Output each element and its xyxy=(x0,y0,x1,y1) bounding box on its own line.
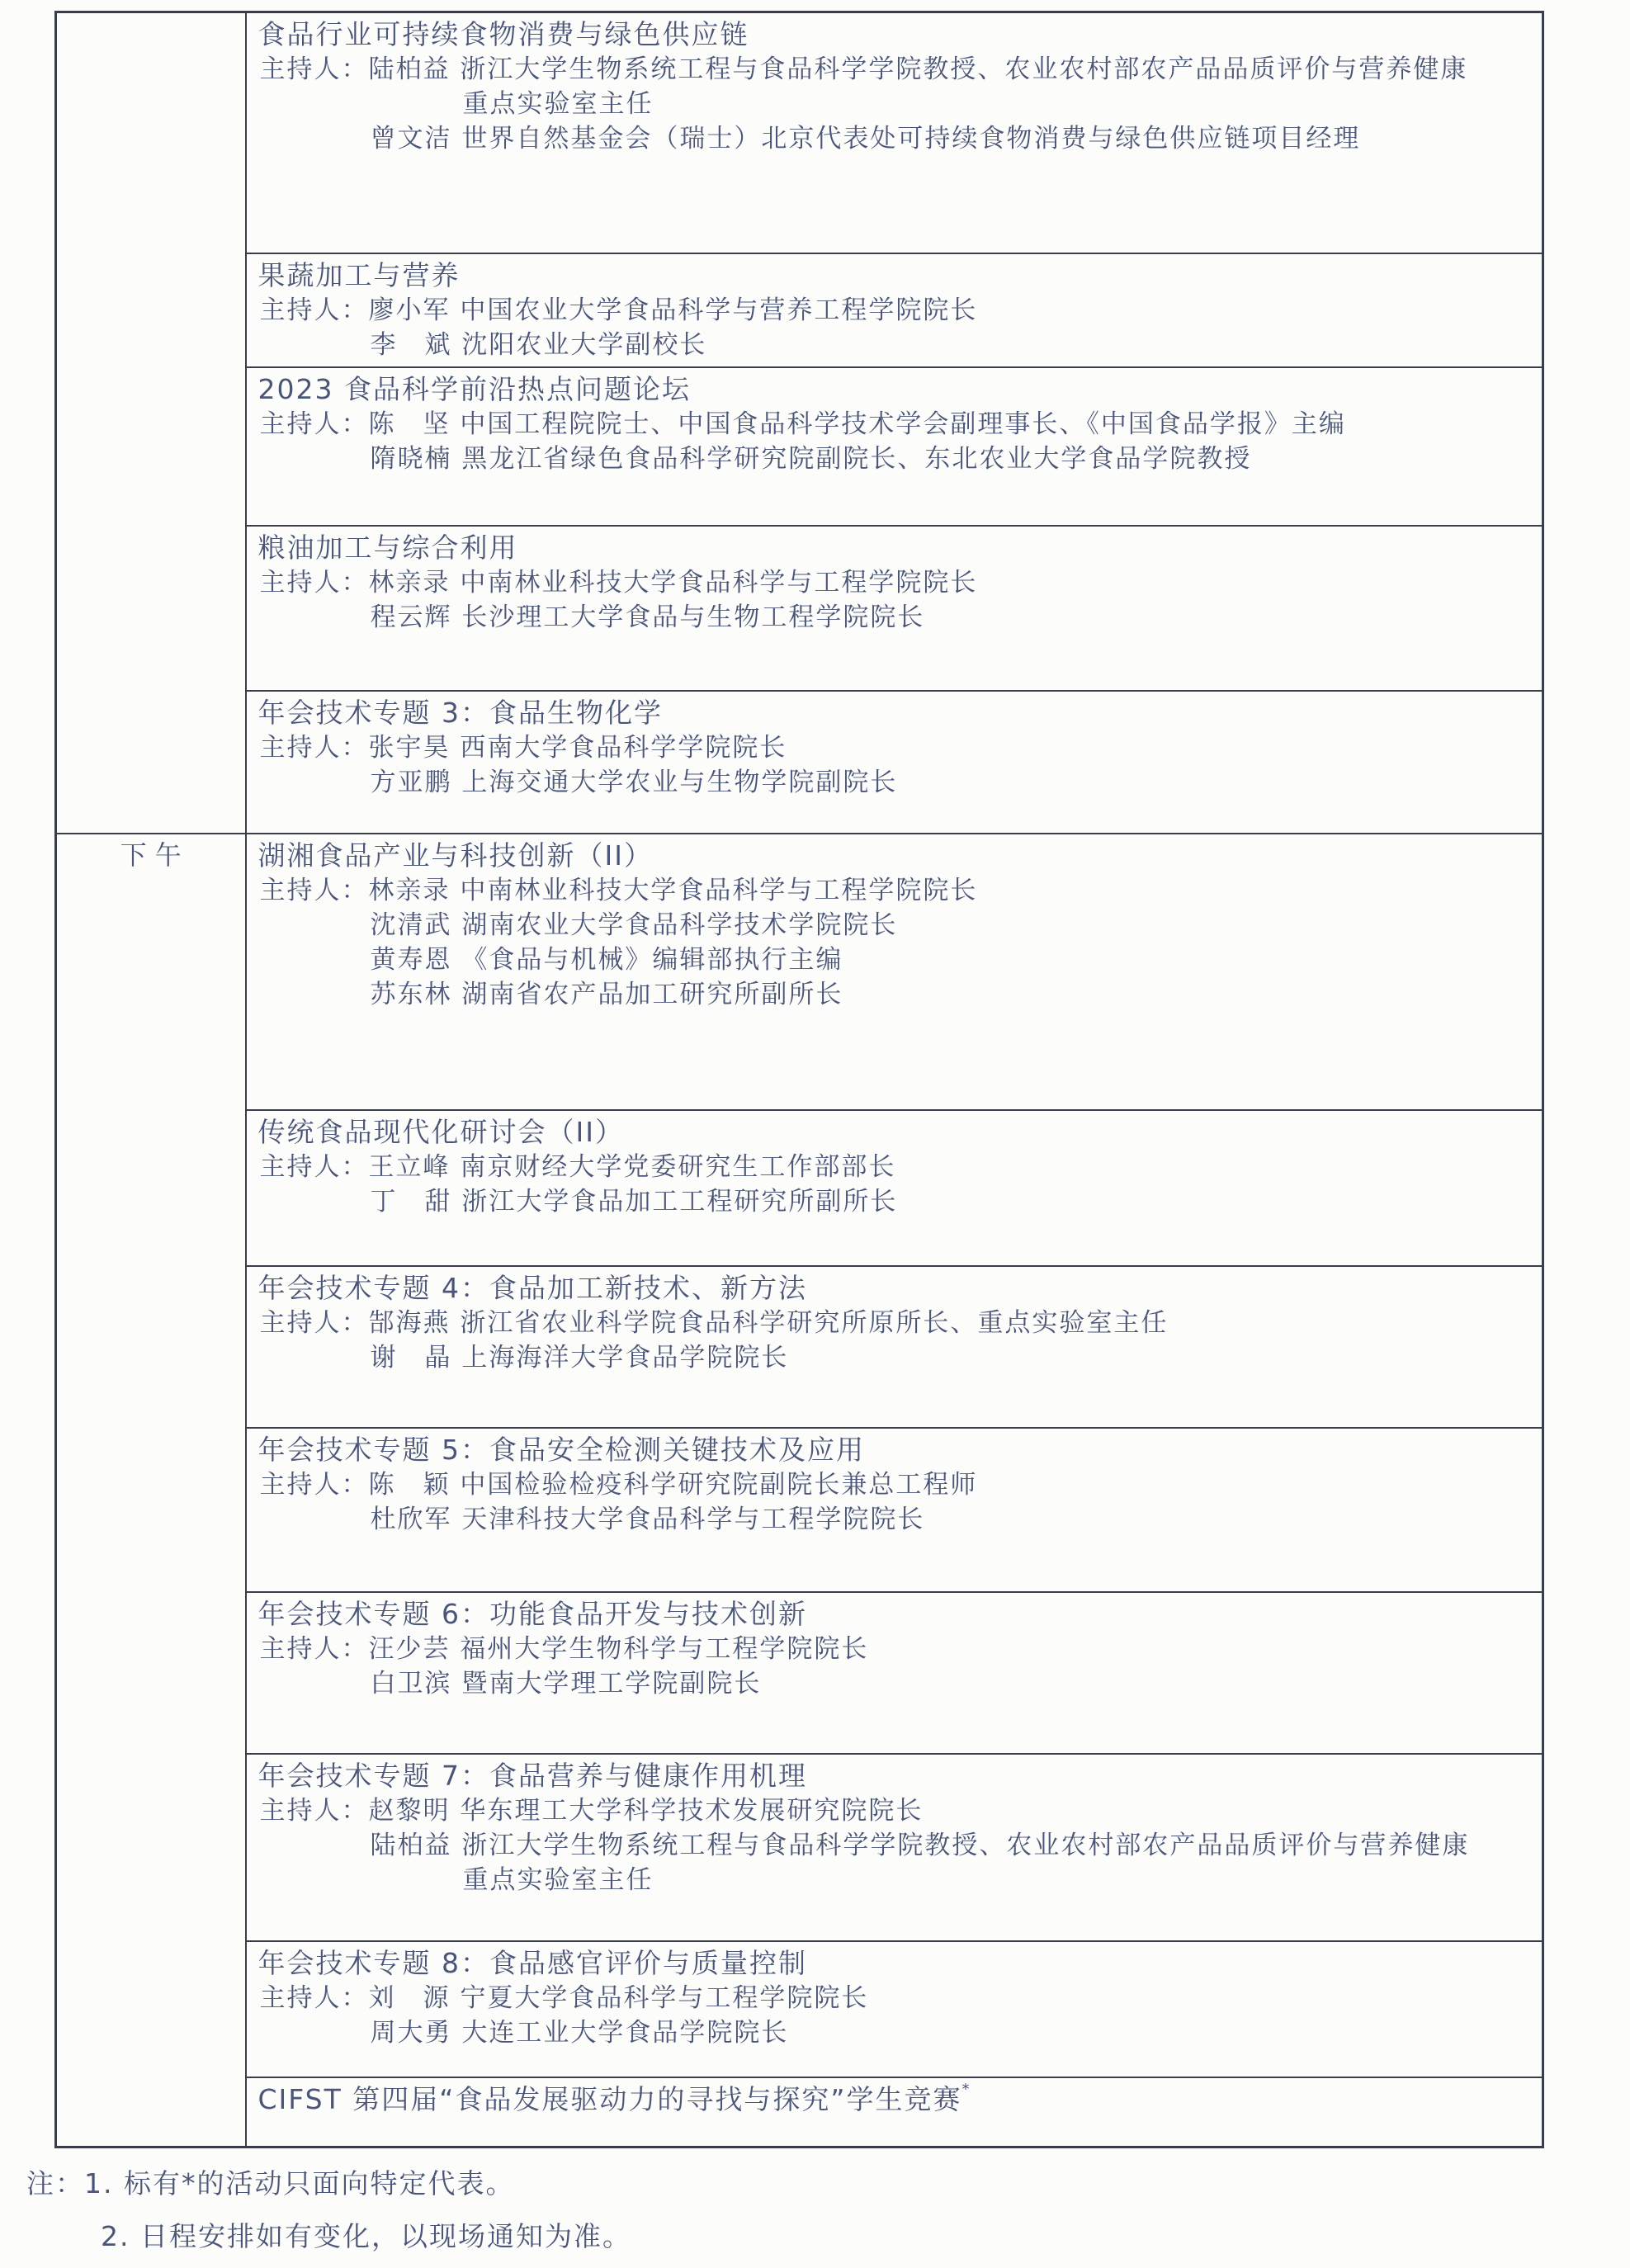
session-cell xyxy=(246,834,1543,1110)
session-cell xyxy=(246,1266,1543,1428)
session-title-text: 传统食品现代化研讨会（II） xyxy=(257,1115,624,1148)
moderator-line: 周大勇 大连工业大学食品学院院长 xyxy=(370,2017,789,2048)
moderator-line: 方亚鹏 上海交通大学农业与生物学院副院长 xyxy=(370,767,898,797)
session-cell xyxy=(246,2077,1543,2148)
moderator-line: 重点实验室主任 xyxy=(462,1864,654,1895)
session-title-text: 粮油加工与综合利用 xyxy=(257,531,518,564)
session-cell xyxy=(246,526,1543,691)
session-title xyxy=(247,839,1543,873)
moderator-line: 白卫滨 暨南大学理工学院副院长 xyxy=(370,1668,762,1699)
session-cell xyxy=(246,1428,1543,1592)
moderator-line: 主持人：汪少芸 福州大学生物科学与工程学院院长 xyxy=(259,1633,869,1664)
moderator-line: 主持人：刘 源 宁夏大学食品科学与工程学院院长 xyxy=(259,1982,869,2013)
session-title xyxy=(247,258,1543,293)
session-cell xyxy=(246,12,1543,253)
session-title-text: 年会技术专题 6：功能食品开发与技术创新 xyxy=(257,1597,807,1630)
session-title-text: 年会技术专题 5：食品安全检测关键技术及应用 xyxy=(257,1433,865,1466)
moderator-line: 苏东林 湖南省农产品加工研究所副所长 xyxy=(370,979,843,1009)
moderator-line: 杜欣军 天津科技大学食品科学与工程学院院长 xyxy=(370,1504,925,1534)
session-title-text: CIFST 第四届“食品发展驱动力的寻找与探究”学生竞赛 xyxy=(257,2082,962,2115)
session-cell xyxy=(246,1592,1543,1754)
moderator-line: 主持人：廖小军 中国农业大学食品科学与营养工程学院院长 xyxy=(259,295,978,325)
moderator-line: 主持人：陈 颖 中国检验检疫科学研究院副院长兼总工程师 xyxy=(259,1469,978,1500)
session-title xyxy=(247,1946,1543,1981)
session-title xyxy=(247,372,1543,407)
moderator-line: 主持人：郜海燕 浙江省农业科学院食品科学研究所原所长、重点实验室主任 xyxy=(259,1307,1169,1338)
session-title xyxy=(247,1597,1543,1632)
moderator-line: 重点实验室主任 xyxy=(462,89,654,119)
moderator-line: 主持人：陈 坚 中国工程院院士、中国食品科学技术学会副理事长、《中国食品学报》主编 xyxy=(259,409,1346,439)
session-title-text: 年会技术专题 8：食品感官评价与质量控制 xyxy=(257,1946,807,1979)
moderator-line: 丁 甜 浙江大学食品加工工程研究所副所长 xyxy=(370,1186,898,1217)
session-cell xyxy=(246,1110,1543,1266)
session-title-text: 年会技术专题 4：食品加工新技术、新方法 xyxy=(257,1271,807,1304)
moderator-line: 程云辉 长沙理工大学食品与生物工程学院院长 xyxy=(370,602,925,632)
schedule-table xyxy=(54,11,1544,2148)
restricted-asterisk-mark: * xyxy=(961,2080,971,2098)
session-title-text: 食品行业可持续食物消费与绿色供应链 xyxy=(257,18,749,50)
moderator-line: 主持人：赵黎明 华东理工大学科学技术发展研究院院长 xyxy=(259,1795,924,1826)
session-title-text: 2023 食品科学前沿热点问题论坛 xyxy=(257,372,691,405)
moderator-line: 主持人：王立峰 南京财经大学党委研究生工作部部长 xyxy=(259,1151,896,1182)
moderator-line: 主持人：林亲录 中南林业科技大学食品科学与工程学院院长 xyxy=(259,567,978,598)
moderator-line: 黄寿恩 《食品与机械》编辑部执行主编 xyxy=(370,944,843,975)
moderator-line: 李 斌 沈阳农业大学副校长 xyxy=(370,329,707,360)
session-cell xyxy=(246,1941,1543,2077)
session-title xyxy=(247,1271,1543,1306)
session-cell xyxy=(246,1754,1543,1941)
footnote-1: 注：1. 标有*的活动只面向特定代表。 xyxy=(26,2167,515,2199)
session-cell xyxy=(246,691,1543,834)
session-title xyxy=(247,696,1543,730)
session-title-text: 年会技术专题 3：食品生物化学 xyxy=(257,696,663,729)
moderator-line: 曾文洁 世界自然基金会（瑞士）北京代表处可持续食物消费与绿色供应链项目经理 xyxy=(370,124,1361,154)
session-title xyxy=(247,2082,1543,2117)
moderator-line: 主持人：陆柏益 浙江大学生物系统工程与食品科学学院教授、农业农村部农产品品质评价与营养健康 xyxy=(259,54,1468,84)
session-title xyxy=(247,1759,1543,1793)
moderator-line: 谢 晶 上海海洋大学食品学院院长 xyxy=(370,1342,789,1373)
moderator-line: 沈清武 湖南农业大学食品科学技术学院院长 xyxy=(370,910,898,940)
time-cell-morning xyxy=(56,12,246,834)
session-title xyxy=(247,531,1543,565)
session-title xyxy=(247,17,1543,52)
footnote-2: 2. 日程安排如有变化，以现场通知为准。 xyxy=(101,2220,631,2252)
session-cell xyxy=(246,253,1543,367)
moderator-line: 主持人：林亲录 中南林业科技大学食品科学与工程学院院长 xyxy=(259,875,978,905)
session-title-text: 果蔬加工与营养 xyxy=(257,258,461,291)
moderator-line: 陆柏益 浙江大学生物系统工程与食品科学学院教授、农业农村部农产品品质评价与营养健康 xyxy=(370,1830,1470,1860)
moderator-line: 主持人：张宇昊 西南大学食品科学学院院长 xyxy=(259,732,787,763)
session-title-text: 年会技术专题 7：食品营养与健康作用机理 xyxy=(257,1759,807,1792)
session-title xyxy=(247,1433,1543,1467)
session-title xyxy=(247,1115,1543,1150)
session-cell xyxy=(246,367,1543,526)
moderator-line: 隋晓楠 黑龙江省绿色食品科学研究院副院长、东北农业大学食品学院教授 xyxy=(370,443,1252,474)
session-title-text: 湖湘食品产业与科技创新（II） xyxy=(257,839,653,872)
time-cell-afternoon: 下午 xyxy=(56,834,246,2148)
